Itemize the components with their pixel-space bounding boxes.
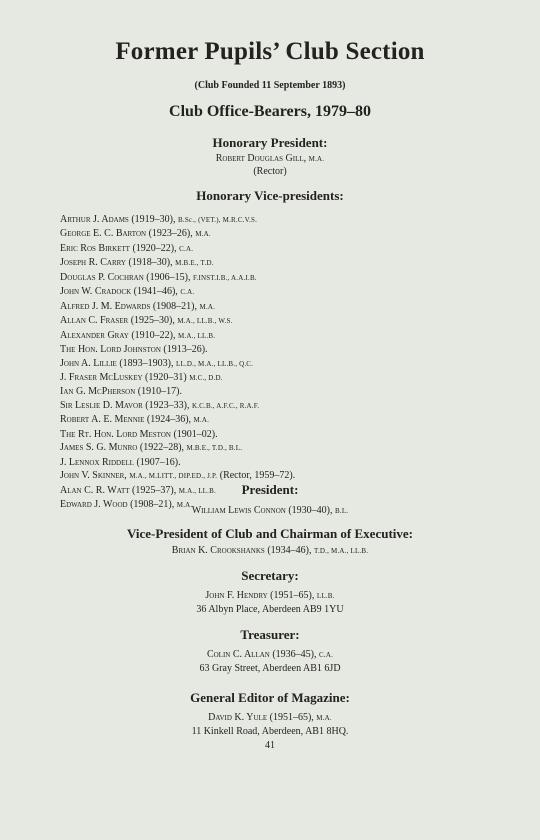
honorary-president-heading: Honorary President:: [212, 135, 328, 150]
president-line: William Lewis Connon (1930–40), B.L.: [191, 505, 349, 516]
editor-line: David K. Yule (1951–65), M.A.: [208, 712, 332, 723]
list-item: James S. G. Munro (1922–28), M.B.E., T.D., B.L.: [60, 442, 243, 454]
treasurer-heading: Treasurer:: [240, 627, 300, 642]
honorary-president-name-line: [0, 153, 540, 164]
president-heading: President:: [241, 482, 299, 497]
list-item: The Hon. Lord Johnston (1913–26).: [60, 344, 208, 356]
list-item: Arthur J. Adams (1919–30), B.Sc., (VET.), M.R.C.V.S.: [60, 214, 258, 225]
secretary-heading: Secretary:: [241, 568, 299, 583]
list-item: Douglas P. Cochran (1906–15), F.INST.I.B., A.A.I.B.: [60, 271, 257, 283]
list-item: Sir Leslie D. Mavor (1923–33), K.C.B., A.F.C., R.A.F.: [60, 399, 260, 411]
honorary-president-role: (Rector): [253, 166, 287, 177]
vice-president-club-section: [0, 526, 540, 558]
vice-presidents-list: [60, 213, 500, 513]
list-item: Allan C. Fraser (1925–30), M.A., LL.B., W.S.: [60, 315, 233, 327]
secretary-address: 36 Albyn Place, Aberdeen AB9 1YU: [196, 604, 344, 615]
list-item: Edward J. Wood (1908–21), M.A.: [60, 499, 193, 511]
list-item: Robert A. E. Mennie (1924–36), M.A.: [60, 414, 210, 426]
page-title: Former Pupils’ Club Section: [115, 38, 425, 65]
list-item: Eric Ros Birkett (1920–22), C.A.: [60, 242, 194, 254]
president-section: [0, 482, 540, 518]
treasurer-address: 63 Gray Street, Aberdeen AB1 6JD: [199, 663, 341, 674]
list-item: Alexander Gray (1910–22), M.A., LL.B.: [60, 329, 216, 341]
vice-president-club-line: Brian K. Crookshanks (1934–46), T.D., M.A., LL.B.: [171, 545, 369, 556]
vice-presidents-heading: Honorary Vice-presidents:: [196, 188, 344, 203]
list-item: Alan C. R. Watt (1925–37), M.A., LL.B.: [60, 484, 216, 496]
honorary-president-name: Robert Douglas Gill,: [215, 153, 307, 164]
list-item: Joseph R. Carry (1918–30), M.B.E., T.D.: [60, 257, 214, 269]
list-item: The Rt. Hon. Lord Meston (1901–02).: [60, 428, 218, 440]
list-item: George E. C. Barton (1923–26), M.A.: [60, 228, 211, 240]
founded-note: (Club Founded 11 September 1893): [194, 80, 346, 91]
vice-president-club-heading: Vice-President of Club and Chairman of Executive:: [127, 526, 413, 541]
list-item: John V. Skinner, M.A., M.LITT., DIP.ED., J.P. (Rector, 1959–72).: [60, 470, 296, 482]
list-item: J. Lennox Riddell (1907–16).: [60, 456, 181, 468]
office-bearers-heading: Club Office-Bearers, 1979–80: [169, 103, 371, 120]
treasurer-line: Colin C. Allan (1936–45), C.A.: [206, 649, 334, 660]
editor-heading: General Editor of Magazine:: [190, 690, 350, 705]
editor-section: [0, 690, 540, 753]
secretary-section: [0, 568, 540, 617]
list-item: John A. Lillie (1893–1903), LL.D., M.A., LL.B., Q.C.: [60, 357, 254, 369]
page-number: 41: [265, 740, 275, 751]
treasurer-section: [0, 627, 540, 676]
list-item: J. Fraser McLuskey (1920–31) M.C., D.D.: [60, 371, 223, 383]
secretary-line: John F. Hendry (1951–65), LL.B.: [205, 590, 335, 601]
list-item: Alfred J. M. Edwards (1908–21), M.A.: [60, 300, 216, 312]
list-item: John W. Cradock (1941–46), C.A.: [60, 286, 195, 298]
editor-address: 11 Kinkell Road, Aberdeen, AB1 8HQ.: [191, 726, 349, 737]
list-item: Ian G. McPherson (1910–17).: [60, 386, 182, 398]
honorary-president-quals: M.A.: [308, 155, 325, 163]
